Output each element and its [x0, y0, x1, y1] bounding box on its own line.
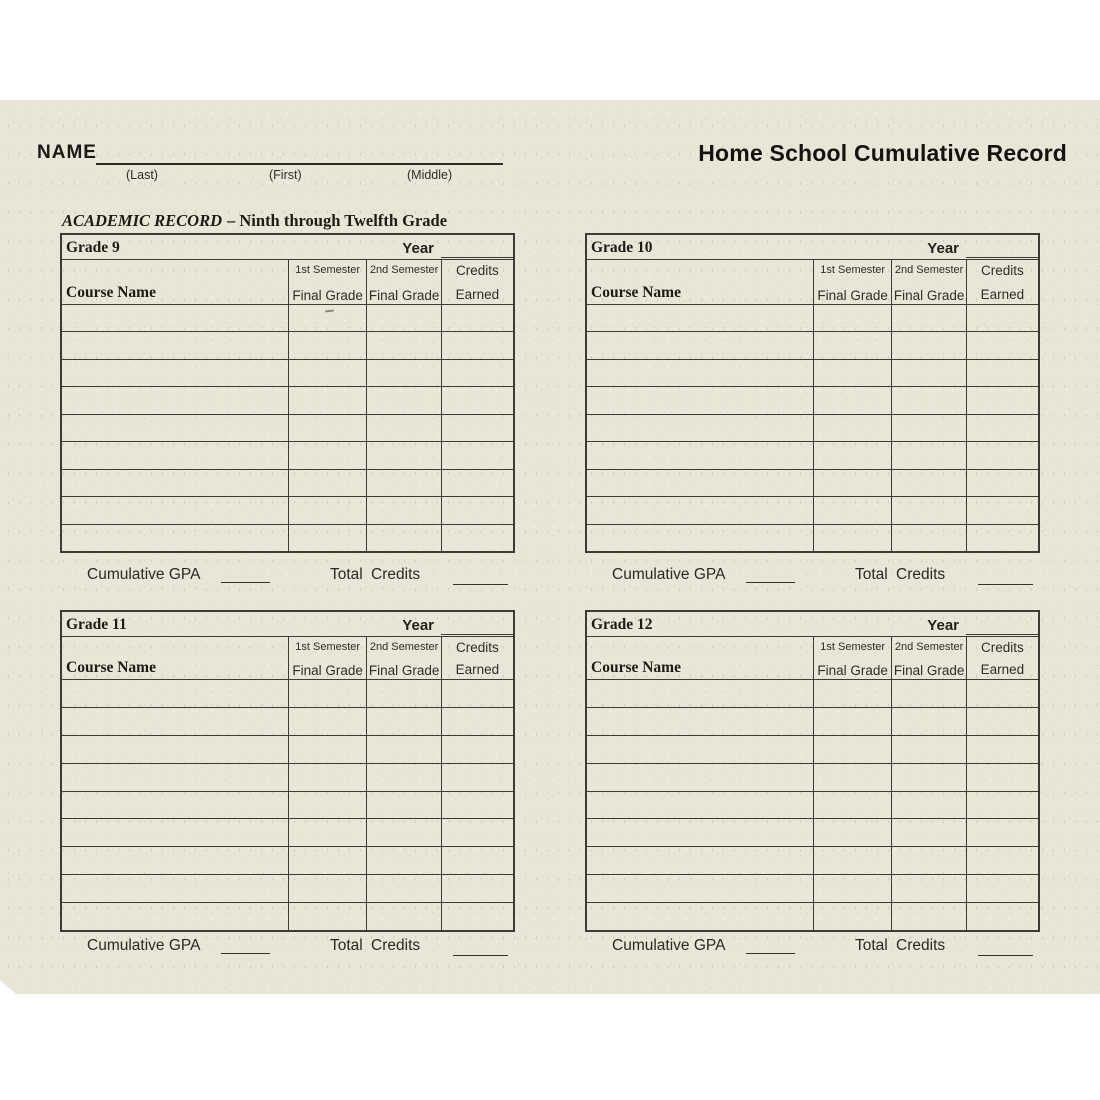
table-cell: [441, 497, 513, 523]
table-row: [587, 763, 1038, 791]
table-cell: [62, 415, 288, 441]
table-cell: [587, 442, 813, 468]
table-cell: [366, 764, 440, 791]
table-cell: [288, 387, 366, 413]
table-cell: [891, 525, 965, 551]
total-credits-blank-line: [978, 568, 1033, 585]
gpa-blank-line: [221, 937, 270, 954]
table-row: [62, 763, 513, 791]
table-cell: [288, 360, 366, 386]
section-heading-rest: – Ninth through Twelfth Grade: [227, 211, 448, 230]
table-cell: [62, 332, 288, 358]
table-row: [62, 496, 513, 523]
table-cell: [62, 387, 288, 413]
table-cell: [288, 736, 366, 763]
table-cell: [366, 387, 440, 413]
second-semester-label: 2nd Semester: [894, 641, 964, 653]
table-cell: [288, 764, 366, 791]
column-header-row: [587, 637, 1038, 679]
first-semester-label: 1st Semester: [295, 641, 361, 653]
table-cell: [366, 470, 440, 496]
gpa-blank-line: [746, 937, 795, 954]
table-row: [62, 735, 513, 763]
table-cell: [813, 387, 891, 413]
table-row: [62, 304, 513, 331]
table-cell: [966, 903, 1038, 930]
table-cell: [966, 360, 1038, 386]
table-footer: [60, 566, 515, 588]
table-cell: [891, 847, 965, 874]
table-cell: [366, 680, 440, 707]
grade-9-block: [60, 233, 515, 588]
table-cell: [891, 305, 965, 331]
table-cell: [62, 847, 288, 874]
table-cell: [813, 497, 891, 523]
table-row: [587, 414, 1038, 441]
table-cell: [813, 903, 891, 930]
cumulative-gpa-label: Cumulative GPA: [87, 937, 201, 954]
table-row: [62, 846, 513, 874]
first-semester-label: 1st Semester: [820, 641, 886, 653]
table-row: [62, 679, 513, 707]
table-cell: [441, 875, 513, 902]
final-grade-label: Final Grade: [368, 663, 440, 678]
final-grade-label: Final Grade: [817, 663, 888, 678]
cumulative-gpa-label: Cumulative GPA: [612, 937, 726, 954]
table-cell: [891, 415, 965, 441]
table-cell: [366, 819, 440, 846]
table-title-row: [62, 235, 513, 260]
table-cell: [587, 497, 813, 523]
table-cell: [891, 875, 965, 902]
final-grade-label: Final Grade: [292, 288, 363, 303]
table-cell: [366, 415, 440, 441]
name-field-label: NAME: [37, 142, 97, 163]
year-label: Year: [402, 240, 434, 257]
cumulative-gpa-label: Cumulative GPA: [87, 566, 201, 583]
table-row: [62, 524, 513, 551]
table-cell: [288, 708, 366, 735]
table-cell: [62, 442, 288, 468]
table-row: [62, 902, 513, 930]
table-cell: [966, 708, 1038, 735]
table-cell: [966, 525, 1038, 551]
table-row: [587, 791, 1038, 819]
table-cell: [587, 305, 813, 331]
total-credits-blank-line: [453, 939, 508, 956]
table-cell: [441, 332, 513, 358]
table-cell: [441, 470, 513, 496]
table-cell: [891, 819, 965, 846]
earned-label: Earned: [980, 662, 1025, 677]
table-row: [587, 359, 1038, 386]
table-cell: [366, 442, 440, 468]
table-cell: [891, 792, 965, 819]
name-sublabel-last: (Last): [126, 168, 158, 182]
table-cell: [891, 360, 965, 386]
table-cell: [587, 847, 813, 874]
table-cell: [62, 764, 288, 791]
table-cell: [366, 903, 440, 930]
year-blank-line: [966, 257, 1038, 258]
credits-earned-header: [441, 637, 513, 679]
grade-label: Grade 11: [66, 616, 127, 633]
table-cell: [891, 903, 965, 930]
table-cell: [62, 470, 288, 496]
credits-label: Credits: [981, 640, 1024, 655]
table-cell: [813, 332, 891, 358]
table-cell: [366, 360, 440, 386]
table-cell: [288, 680, 366, 707]
table-cell: [813, 415, 891, 441]
table-cell: [587, 332, 813, 358]
course-name-header: Course Name: [591, 659, 681, 676]
credits-earned-header: [441, 260, 513, 304]
year-label: Year: [927, 617, 959, 634]
credits-earned-header: [966, 260, 1038, 304]
cumulative-gpa-label: Cumulative GPA: [612, 566, 726, 583]
table-cell: [62, 875, 288, 902]
year-label: Year: [927, 240, 959, 257]
table-cell: [966, 387, 1038, 413]
final-grade-label: Final Grade: [817, 288, 888, 303]
table-cell: [288, 305, 366, 331]
second-semester-header: [366, 260, 440, 304]
table-row: [587, 496, 1038, 523]
table-cell: [813, 847, 891, 874]
table-cell: [891, 387, 965, 413]
final-grade-label: Final Grade: [368, 288, 440, 303]
year-blank-line: [441, 257, 513, 258]
table-row: [587, 331, 1038, 358]
table-cell: [366, 708, 440, 735]
section-heading-emphasis: ACADEMIC RECORD: [62, 211, 223, 230]
table-cell: [587, 819, 813, 846]
name-sublabel-middle: (Middle): [407, 168, 453, 182]
table-cell: [966, 736, 1038, 763]
table-row: [587, 679, 1038, 707]
course-name-header: Course Name: [66, 284, 156, 301]
table-cell: [441, 305, 513, 331]
gpa-blank-line: [746, 566, 795, 583]
table-title-row: [587, 235, 1038, 260]
table-cell: [891, 764, 965, 791]
table-cell: [966, 875, 1038, 902]
table-cell: [366, 736, 440, 763]
name-sublabel-first: (First): [269, 168, 302, 182]
table-cell: [891, 680, 965, 707]
table-footer: [585, 566, 1040, 588]
earned-label: Earned: [980, 287, 1025, 302]
table-cell: [441, 903, 513, 930]
table-cell: [62, 305, 288, 331]
grade-12-table: [585, 610, 1040, 932]
table-cell: [587, 903, 813, 930]
table-row: [62, 469, 513, 496]
table-cell: [62, 497, 288, 523]
column-header-row: [62, 260, 513, 304]
table-cell: [288, 332, 366, 358]
table-cell: [366, 332, 440, 358]
grade-10-table: [585, 233, 1040, 553]
table-cell: [966, 792, 1038, 819]
grade-label: Grade 10: [591, 239, 653, 256]
table-cell: [966, 305, 1038, 331]
table-cell: [587, 525, 813, 551]
table-cell: [587, 764, 813, 791]
table-footer: [585, 937, 1040, 959]
table-cell: [62, 903, 288, 930]
first-semester-header: [288, 637, 366, 679]
table-cell: [441, 442, 513, 468]
second-semester-header: [891, 260, 965, 304]
table-cell: [366, 792, 440, 819]
table-cell: [587, 360, 813, 386]
table-row: [587, 818, 1038, 846]
first-semester-header: [288, 260, 366, 304]
table-cell: [587, 875, 813, 902]
course-name-header: Course Name: [591, 284, 681, 301]
year-blank-line: [966, 634, 1038, 635]
table-cell: [288, 470, 366, 496]
table-cell: [966, 764, 1038, 791]
credits-label: Credits: [456, 263, 499, 278]
table-cell: [966, 847, 1038, 874]
second-semester-label: 2nd Semester: [369, 264, 439, 276]
table-row: [62, 331, 513, 358]
final-grade-label: Final Grade: [292, 663, 363, 678]
table-cell: [587, 415, 813, 441]
section-heading: [62, 211, 447, 231]
table-cell: [366, 525, 440, 551]
table-cell: [966, 442, 1038, 468]
page-title: Home School Cumulative Record: [698, 140, 1067, 166]
table-cell: [891, 470, 965, 496]
total-credits-label: Total Credits: [855, 566, 946, 583]
first-semester-label: 1st Semester: [820, 264, 886, 276]
table-cell: [366, 305, 440, 331]
total-credits-blank-line: [453, 568, 508, 585]
first-semester-label: 1st Semester: [295, 264, 361, 276]
table-cell: [966, 680, 1038, 707]
year-label: Year: [402, 617, 434, 634]
table-cell: [288, 415, 366, 441]
grade-11-block: [60, 610, 515, 959]
table-cell: [891, 332, 965, 358]
table-cell: [441, 415, 513, 441]
table-cell: [966, 415, 1038, 441]
table-cell: [587, 792, 813, 819]
table-cell: [288, 792, 366, 819]
table-row: [62, 441, 513, 468]
table-cell: [366, 847, 440, 874]
credits-earned-header: [966, 637, 1038, 679]
table-cell: [441, 792, 513, 819]
final-grade-label: Final Grade: [893, 663, 965, 678]
table-cell: [62, 360, 288, 386]
course-name-header: Course Name: [66, 659, 156, 676]
second-semester-header: [366, 637, 440, 679]
table-body: [587, 679, 1038, 930]
table-cell: [813, 764, 891, 791]
earned-label: Earned: [455, 287, 500, 302]
first-semester-header: [813, 637, 891, 679]
final-grade-label: Final Grade: [893, 288, 965, 303]
table-cell: [587, 708, 813, 735]
table-cell: [62, 708, 288, 735]
total-credits-blank-line: [978, 939, 1033, 956]
table-cell: [966, 497, 1038, 523]
second-semester-label: 2nd Semester: [369, 641, 439, 653]
table-cell: [288, 442, 366, 468]
table-row: [587, 735, 1038, 763]
table-body: [62, 679, 513, 930]
table-cell: [441, 708, 513, 735]
table-cell: [62, 525, 288, 551]
table-cell: [366, 875, 440, 902]
name-blank-line: [96, 147, 503, 165]
table-row: [62, 386, 513, 413]
second-semester-header: [891, 637, 965, 679]
second-semester-label: 2nd Semester: [894, 264, 964, 276]
column-header-row: [62, 637, 513, 679]
table-cell: [288, 819, 366, 846]
table-cell: [587, 680, 813, 707]
year-blank-line: [441, 634, 513, 635]
table-cell: [813, 525, 891, 551]
gpa-blank-line: [221, 566, 270, 583]
table-cell: [441, 736, 513, 763]
table-body: [587, 304, 1038, 551]
table-title-row: [62, 612, 513, 637]
grade-11-table: [60, 610, 515, 932]
table-cell: [366, 497, 440, 523]
table-cell: [62, 792, 288, 819]
total-credits-label: Total Credits: [330, 566, 421, 583]
table-cell: [813, 819, 891, 846]
table-cell: [62, 680, 288, 707]
grade-12-block: [585, 610, 1040, 959]
table-cell: [62, 819, 288, 846]
table-row: [587, 469, 1038, 496]
table-cell: [288, 903, 366, 930]
table-cell: [288, 847, 366, 874]
table-footer: [60, 937, 515, 959]
table-row: [587, 386, 1038, 413]
table-cell: [62, 736, 288, 763]
table-row: [587, 304, 1038, 331]
table-cell: [288, 525, 366, 551]
table-cell: [966, 470, 1038, 496]
table-cell: [441, 847, 513, 874]
grade-label: Grade 12: [591, 616, 653, 633]
table-cell: [288, 875, 366, 902]
table-row: [587, 846, 1038, 874]
table-cell: [966, 819, 1038, 846]
table-cell: [441, 387, 513, 413]
table-row: [587, 524, 1038, 551]
table-cell: [441, 764, 513, 791]
table-cell: [587, 470, 813, 496]
total-credits-label: Total Credits: [855, 937, 946, 954]
table-cell: [813, 470, 891, 496]
table-row: [587, 707, 1038, 735]
table-cell: [813, 442, 891, 468]
table-body: [62, 304, 513, 551]
grade-label: Grade 9: [66, 239, 120, 256]
table-cell: [288, 497, 366, 523]
table-row: [62, 874, 513, 902]
table-cell: [813, 305, 891, 331]
credits-label: Credits: [981, 263, 1024, 278]
table-cell: [813, 360, 891, 386]
first-semester-header: [813, 260, 891, 304]
table-cell: [441, 680, 513, 707]
credits-label: Credits: [456, 640, 499, 655]
total-credits-label: Total Credits: [330, 937, 421, 954]
table-cell: [891, 736, 965, 763]
table-row: [62, 818, 513, 846]
table-cell: [587, 387, 813, 413]
table-cell: [441, 525, 513, 551]
table-cell: [813, 875, 891, 902]
table-cell: [891, 708, 965, 735]
table-cell: [966, 332, 1038, 358]
table-title-row: [587, 612, 1038, 637]
grade-9-table: [60, 233, 515, 553]
table-row: [62, 791, 513, 819]
table-row: [587, 902, 1038, 930]
table-cell: [813, 708, 891, 735]
table-cell: [587, 736, 813, 763]
table-row: [587, 441, 1038, 468]
table-row: [62, 707, 513, 735]
table-cell: [813, 736, 891, 763]
column-header-row: [587, 260, 1038, 304]
table-row: [62, 414, 513, 441]
grade-10-block: [585, 233, 1040, 588]
table-cell: [891, 442, 965, 468]
table-row: [587, 874, 1038, 902]
table-row: [62, 359, 513, 386]
table-cell: [891, 497, 965, 523]
table-cell: [813, 680, 891, 707]
earned-label: Earned: [455, 662, 500, 677]
table-cell: [813, 792, 891, 819]
table-cell: [441, 360, 513, 386]
table-cell: [441, 819, 513, 846]
